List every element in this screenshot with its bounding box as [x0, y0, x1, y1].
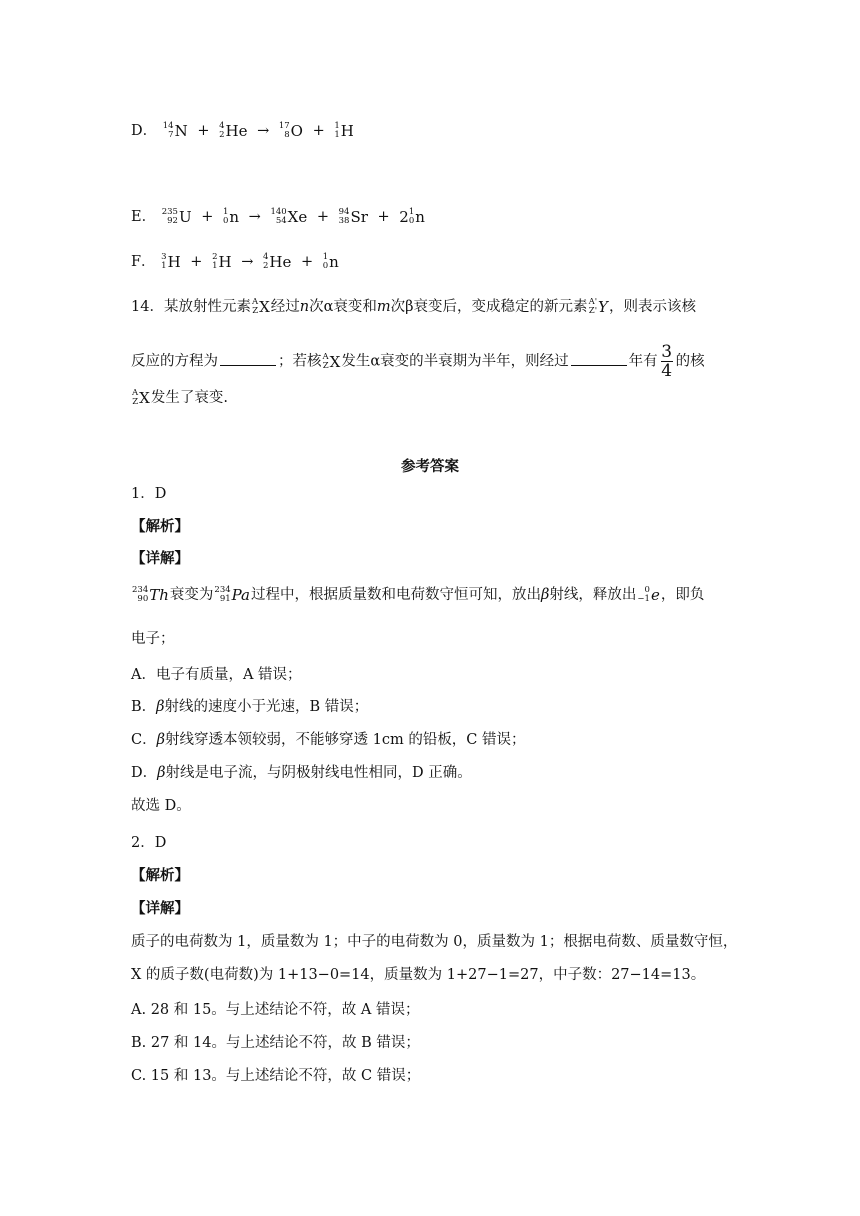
answers-heading: 参考答案 [401, 458, 459, 475]
option-letter: F． [131, 254, 156, 270]
answer-1-conclusion: 故选 D。 [131, 798, 191, 814]
answer-2-option-c: C. 15 和 13。与上述结论不符，故 C 错误； [131, 1068, 421, 1084]
nuclide-xenon: 140 54 Xe [270, 207, 308, 226]
question-14-line-1: 14．某放射性元素 A Z X 经过n次α衰变和m次β衰变后，变成稳定的新元素 A' Z' Y ，则表示该核 [131, 297, 696, 316]
nuclide-thorium: 234 90 Th [132, 585, 169, 604]
nuclide-helium: 4 2 He [219, 121, 248, 140]
answer-2-title: 2．D [131, 835, 167, 851]
answer-1-option-b: B．β射线的速度小于光速，B 错误； [131, 699, 369, 715]
nuclide-uranium: 235 92 U [161, 207, 192, 226]
nuclide-nitrogen: 14 7 N [162, 121, 188, 140]
particle-electron: 0 −1 e [637, 585, 660, 604]
option-letter: E． [131, 209, 157, 225]
question-14-line-3: A Z X 发生了衰变. [132, 388, 228, 407]
answer-1-jiexi: 【解析】 [131, 518, 189, 535]
answer-2-xiangjie: 【详解】 [131, 900, 189, 917]
arrow-icon: → [248, 209, 261, 225]
nuclide-neutron-pair: 2 1 0 n [399, 207, 425, 226]
arrow-icon: → [241, 254, 254, 270]
answer-1-xiangjie: 【详解】 [131, 550, 189, 567]
answer-1-option-d: D．β射线是电子流，与阴极射线电性相同，D 正确。 [131, 765, 472, 781]
nuclide-x: A Z X [132, 388, 150, 407]
answer-1-title: 1．D [131, 486, 167, 502]
answer-2-para-2: X 的质子数(电荷数)为 1+13−0=14，质量数为 1+27−1=27，中子数：27−14=13。 [131, 967, 706, 983]
arrow-icon: → [257, 123, 270, 139]
nuclide-tritium: 3 1 H [161, 252, 181, 271]
nuclide-neutron: 1 0 n [322, 252, 339, 271]
option-e: E． 235 92 U + 1 0 n → 140 54 Xe + 94 38 Sr + 2 1 0 n [131, 207, 425, 226]
answer-1-para: 234 90 Th 衰变为 234 91 Pa 过程中，根据质量数和电荷数守恒可知，放出β射线，释放出 0 −1 e ，即负 [132, 585, 705, 604]
nuclide-protactinium: 234 91 Pa [214, 585, 251, 604]
nuclide-oxygen: 17 8 O [278, 121, 303, 140]
answer-2-jiexi: 【解析】 [131, 867, 189, 884]
option-letter: D． [131, 123, 158, 139]
nuclide-x: A Z X [322, 351, 341, 371]
fraction-three-quarters: $\frac{3}{4}$ [661, 342, 673, 381]
answer-2-para-1: 质子的电荷数为 1，质量数为 1；中子的电荷数为 0，质量数为 1；根据电荷数、质量数守恒， [131, 934, 738, 950]
answer-1-para-cont: 电子； [131, 631, 175, 647]
answer-blank-2 [571, 351, 627, 366]
answer-2-option-b: B. 27 和 14。与上述结论不符，故 B 错误； [131, 1035, 420, 1051]
nuclide-deuterium: 2 1 H [212, 252, 232, 271]
answer-1-option-a: A．电子有质量，A 错误； [131, 667, 302, 683]
nuclide-y: A' Z' Y [588, 297, 608, 316]
nuclide-strontium: 94 38 Sr [338, 207, 368, 226]
answer-2-option-a: A. 28 和 15。与上述结论不符，故 A 错误； [131, 1002, 420, 1018]
nuclide-x: A Z X [251, 297, 270, 316]
nuclide-helium: 4 2 He [262, 252, 292, 271]
option-d: D． 14 7 N + 4 2 He → 17 8 O + 1 1 H [131, 121, 354, 140]
nuclide-neutron: 1 0 n [222, 207, 240, 226]
option-f: F． 3 1 H + 2 1 H → 4 2 He + 1 0 n [131, 252, 339, 271]
question-14-line-2: 反应的方程为 ；若核 A Z X 发生α衰变的半衰期为半年，则经过 年有 $\frac{3}{4}$ 的核 [131, 342, 705, 381]
answer-blank-1 [220, 351, 276, 366]
nuclide-hydrogen: 1 1 H [334, 121, 354, 140]
answer-1-option-c: C．β射线穿透本领较弱，不能够穿透 1cm 的铅板，C 错误； [131, 732, 526, 748]
